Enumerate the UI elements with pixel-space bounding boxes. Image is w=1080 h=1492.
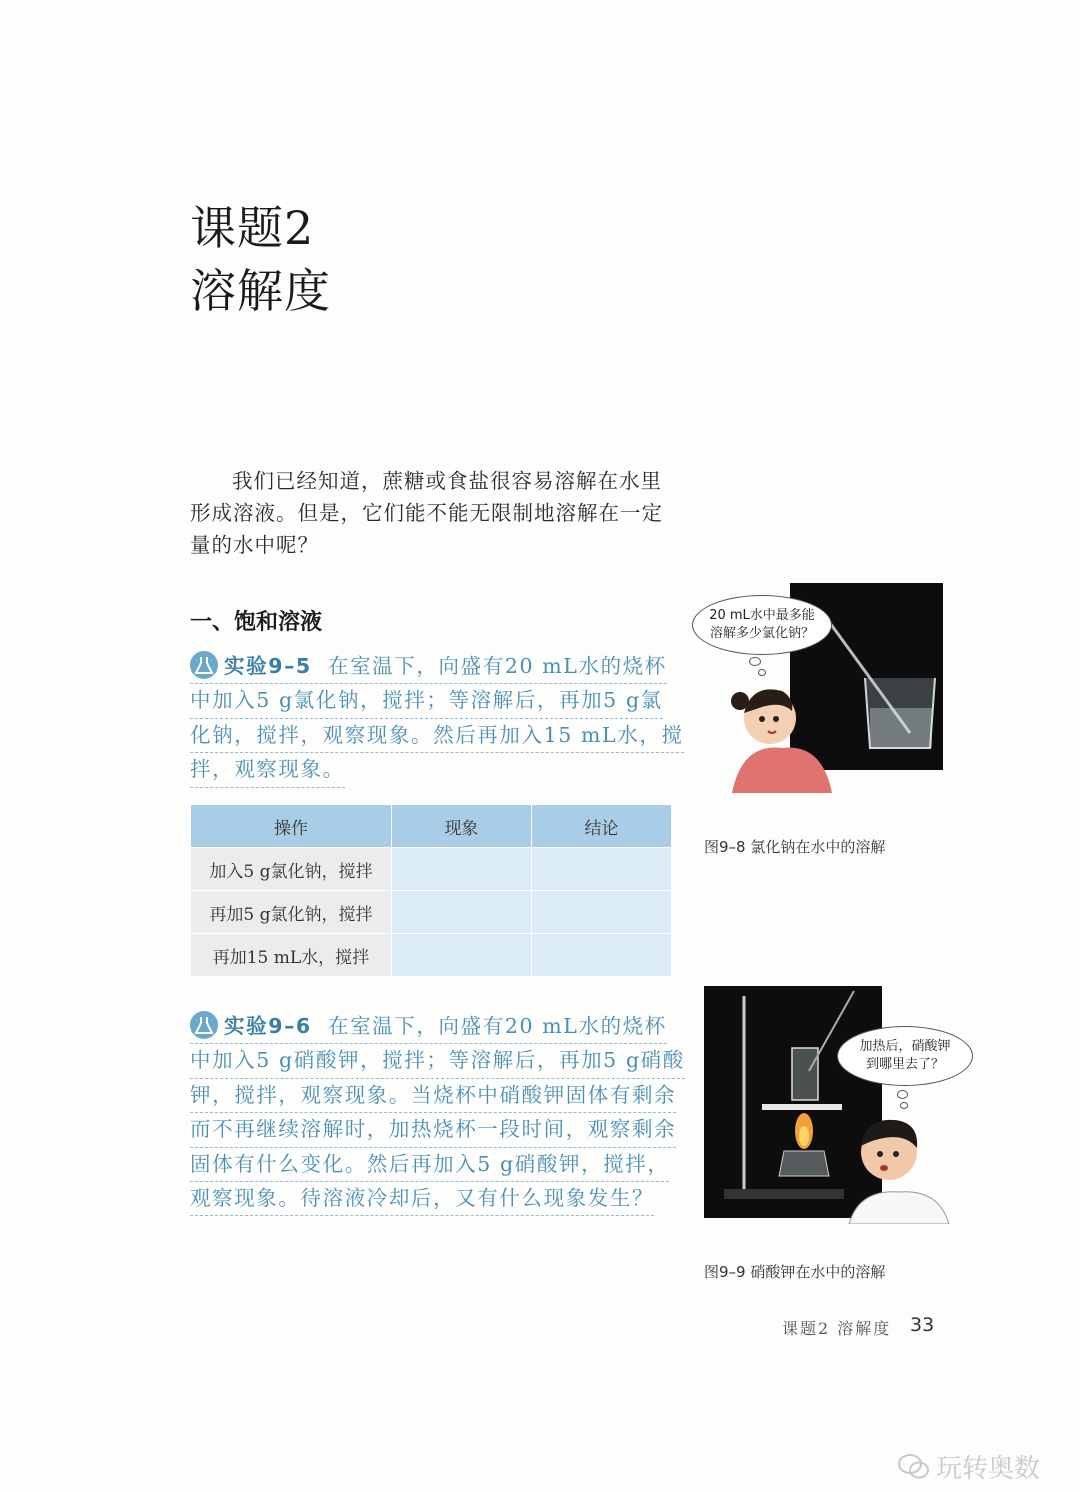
running-footer: 课题2 溶解度 [782, 1319, 892, 1338]
girl-illustration [722, 663, 842, 793]
experiment-text: 在室温下，向盛有20 mL水的烧杯 [328, 654, 667, 678]
experiment-text: 中加入5 g硝酸钾，搅拌；等溶解后，再加5 g硝酸 [190, 1044, 685, 1078]
table-header-row [191, 805, 672, 848]
thought-bubble [692, 595, 832, 655]
figure-9-8 [692, 583, 947, 856]
wechat-icon [898, 1453, 930, 1481]
experiment-9-6 [190, 1010, 690, 1216]
figure-caption: 图9–9 硝酸钾在水中的溶解 [704, 1263, 886, 1281]
lesson-title: 溶解度 [190, 264, 331, 318]
column-header: 现象 [391, 805, 531, 848]
experiment-text: 在室温下，向盛有20 mL水的烧杯 [328, 1014, 667, 1038]
conclusion-cell [531, 891, 671, 934]
bubble-text: 溶解多少氯化钠？ [709, 626, 814, 641]
column-header: 结论 [531, 805, 671, 848]
section-heading: 一、饱和溶液 [190, 610, 323, 635]
intro-line: 量的水中呢？ [190, 533, 319, 557]
boy-illustration [844, 1104, 954, 1224]
column-header: 操作 [191, 805, 392, 848]
bubble-text: 到哪里去了？ [865, 1057, 944, 1072]
table-row [191, 891, 672, 934]
bubble-text: 加热后，硝酸钾 [859, 1039, 951, 1054]
bubble-text: 20 mL水中最多能 [709, 608, 815, 623]
experiment-text: 中加入5 g氯化钠，搅拌；等溶解后，再加5 g氯 [190, 684, 663, 718]
experiment-text: 钾，搅拌，观察现象。当烧杯中硝酸钾固体有剩余 [190, 1079, 676, 1113]
operation-cell: 加入5 g氯化钠，搅拌 [191, 848, 392, 891]
operation-cell: 再加15 mL水，搅拌 [191, 934, 392, 977]
observation-cell [391, 891, 531, 934]
experiment-text: 而不再继续溶解时，加热烧杯一段时间，观察剩余 [190, 1113, 676, 1147]
intro-line: 我们已经知道，蔗糖或食盐很容易溶解在水里 [232, 469, 662, 493]
observation-cell [391, 934, 531, 977]
flask-icon [190, 1011, 218, 1039]
conclusion-cell [531, 848, 671, 891]
experiment-label: 实验9–6 [224, 1014, 312, 1038]
experiment-text: 化钠，搅拌，观察现象。然后再加入15 mL水，搅 [190, 719, 684, 753]
experiment-text: 观察现象。待溶液冷却后，又有什么现象发生？ [190, 1182, 654, 1216]
operations-table [190, 804, 672, 977]
flask-icon [190, 651, 218, 679]
table-row [191, 848, 672, 891]
intro-line: 形成溶液。但是，它们能不能无限制地溶解在一定 [190, 501, 663, 525]
experiment-text: 固体有什么变化。然后再加入5 g硝酸钾，搅拌， [190, 1148, 669, 1182]
page-number: 33 [910, 1314, 935, 1336]
figure-caption: 图9–8 氯化钠在水中的溶解 [704, 838, 886, 856]
experiment-label: 实验9–5 [224, 654, 312, 678]
table-row [191, 934, 672, 977]
thought-dot [897, 1090, 908, 1099]
figure-9-9 [704, 986, 974, 1281]
observation-cell [391, 848, 531, 891]
experiment-text: 拌，观察现象。 [190, 753, 345, 787]
lesson-number: 课题2 [190, 201, 315, 255]
watermark [898, 1448, 1040, 1485]
watermark-text: 玩转奥数 [936, 1454, 1041, 1484]
intro-paragraph [190, 465, 690, 561]
operation-cell: 再加5 g氯化钠，搅拌 [191, 891, 392, 934]
experiment-9-5 [190, 650, 690, 788]
thought-bubble [837, 1026, 973, 1086]
conclusion-cell [531, 934, 671, 977]
